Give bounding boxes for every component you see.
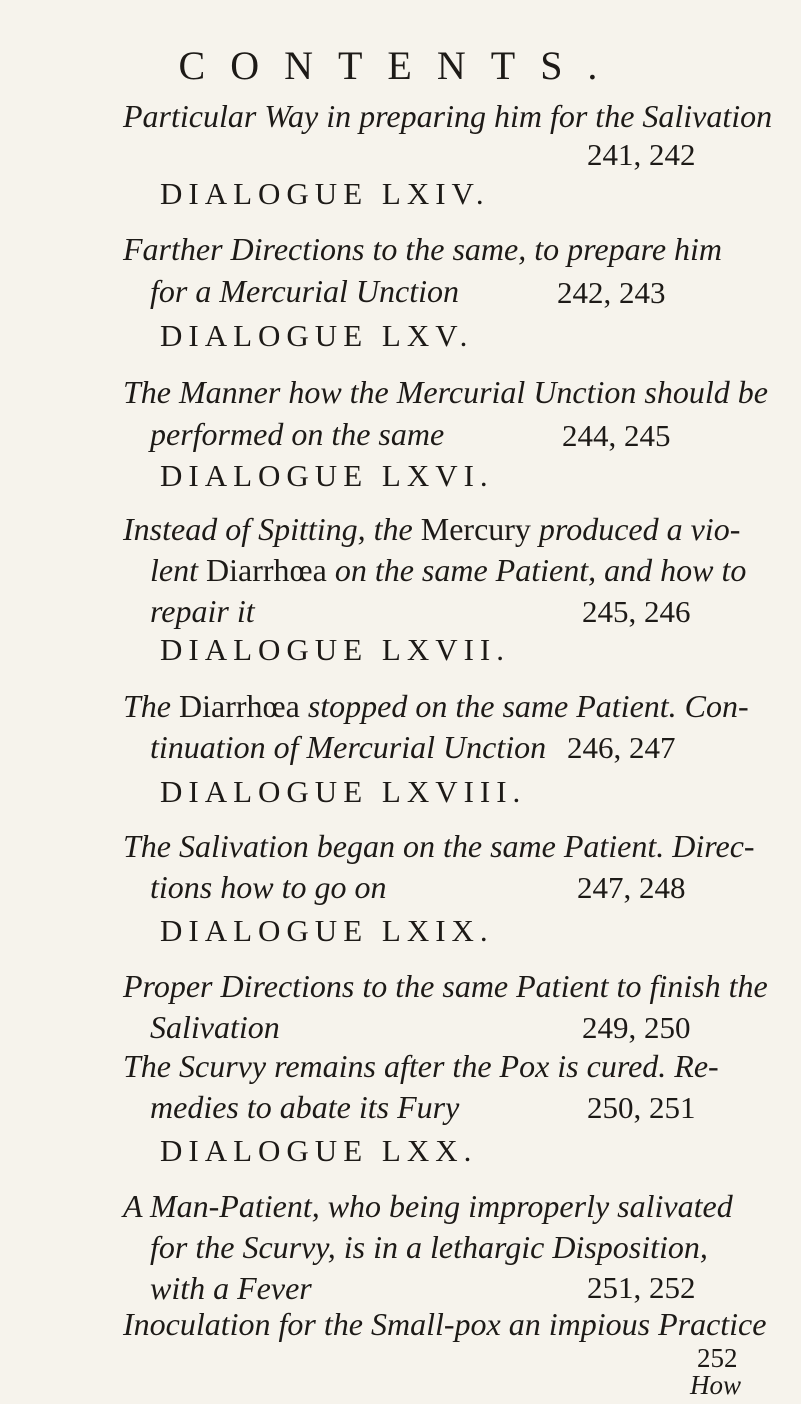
page-numbers: 241, 242 [587, 137, 696, 172]
dialogue-heading: DIALOGUE LXIX. [160, 913, 494, 948]
dialogue-heading: DIALOGUE LXX. [160, 1133, 478, 1168]
entry-text: The Salivation began on the same Patient. Direc- [123, 828, 755, 864]
page-numbers: 245, 246 [582, 594, 691, 629]
page-numbers: 242, 243 [557, 275, 666, 310]
catchword: How [690, 1370, 742, 1400]
entry-text: repair it [150, 593, 255, 629]
entry-text: The Diarrhœa stopped on the same Patient. Con- [123, 688, 749, 724]
entry-text: performed on the same [150, 416, 445, 452]
entry-text: The Manner how the Mercurial Unction should be [123, 374, 768, 410]
page-numbers: 246, 247 [567, 730, 676, 765]
entry-text: A Man-Patient, who being improperly salivated [123, 1188, 733, 1224]
page-numbers: 250, 251 [587, 1090, 696, 1125]
dialogue-heading: DIALOGUE LXVII. [160, 632, 510, 667]
entry-text: Farther Directions to the same, to prepare him [123, 231, 723, 267]
entry-text: Salivation [150, 1009, 280, 1045]
entry-text: for the Scurvy, is in a lethargic Disposition, [150, 1229, 708, 1265]
entry-text: Proper Directions to the same Patient to finish the [123, 968, 768, 1004]
dialogue-heading: DIALOGUE LXVI. [160, 458, 494, 493]
page-numbers: 249, 250 [582, 1010, 691, 1045]
entry-text: Particular Way in preparing him for the Salivation [123, 98, 773, 134]
dialogue-heading: DIALOGUE LXVIII. [160, 774, 527, 809]
page-numbers: 244, 245 [562, 418, 671, 453]
entry-text: medies to abate its Fury [150, 1089, 460, 1125]
entry-text: tions how to go on [150, 869, 387, 905]
page-numbers: 251, 252 [587, 1270, 696, 1305]
dialogue-heading: DIALOGUE LXV. [160, 318, 474, 353]
entry-text: Instead of Spitting, the Mercury produced a vio- [123, 511, 741, 547]
entry-text: for a Mercurial Unction [150, 273, 459, 309]
entry-text: The Scurvy remains after the Pox is cured. Re- [123, 1048, 719, 1084]
entry-text: Inoculation for the Small-pox an impious Practice [123, 1306, 767, 1342]
running-head: CONTENTS. [178, 43, 623, 88]
entry-text: tinuation of Mercurial Unction [150, 729, 547, 765]
dialogue-heading: DIALOGUE LXIV. [160, 176, 490, 211]
page-numbers: 247, 248 [577, 870, 686, 905]
entry-text: with a Fever [150, 1270, 312, 1306]
entry-text: lent Diarrhœa on the same Patient, and how to [150, 552, 747, 588]
page-numbers: 252 [697, 1343, 738, 1373]
